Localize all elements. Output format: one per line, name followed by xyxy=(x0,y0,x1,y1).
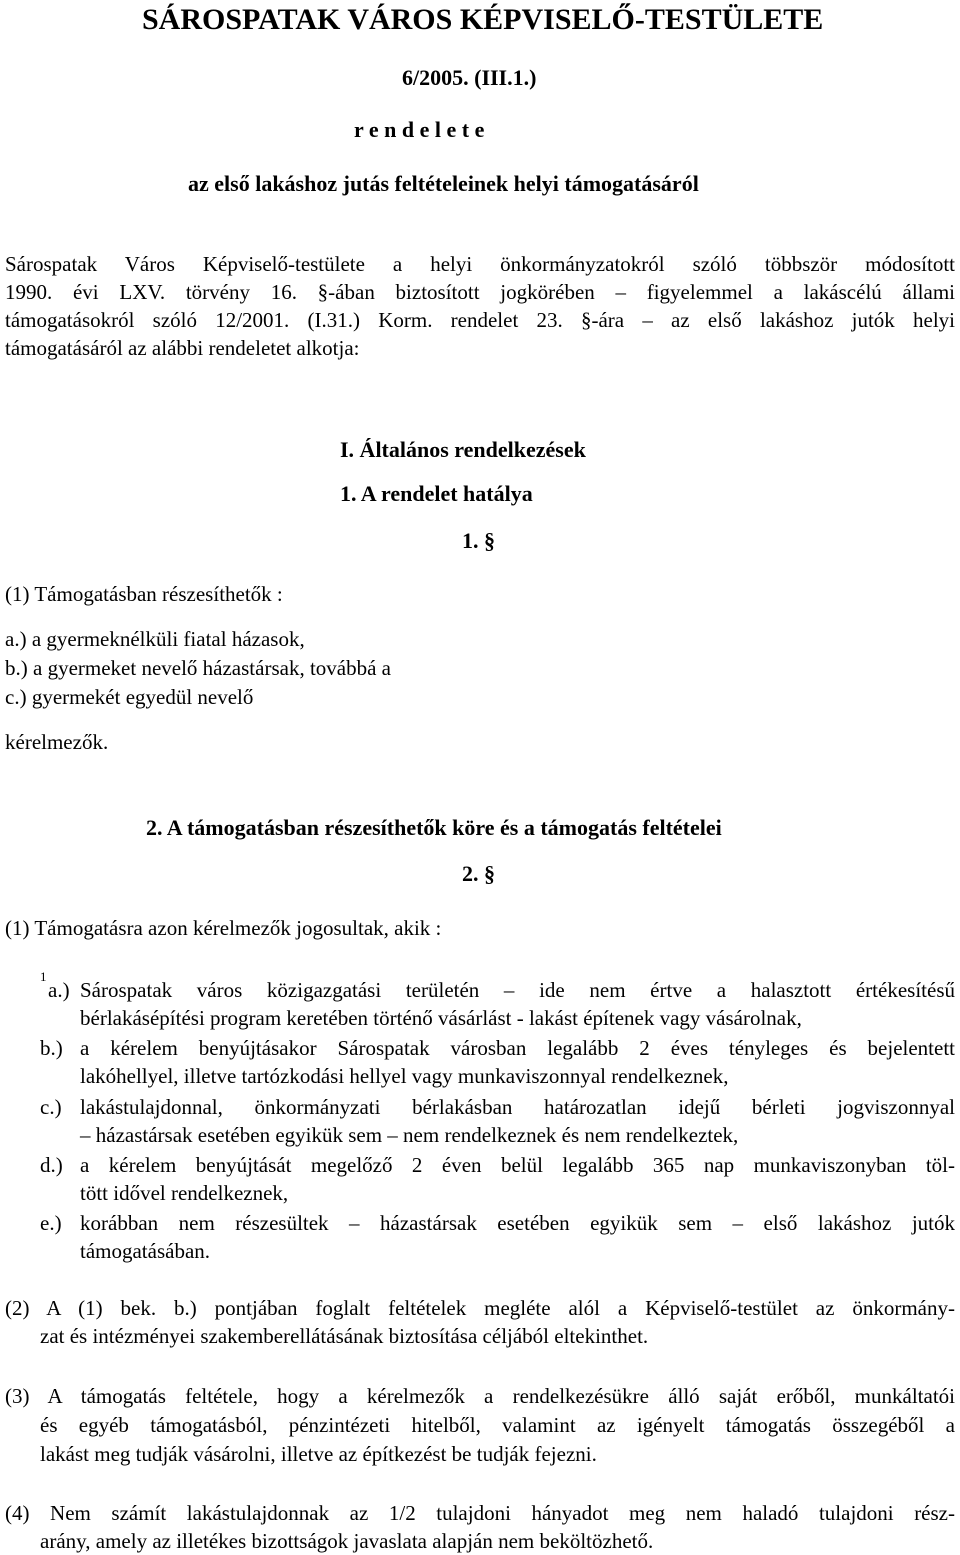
decree-type: r e n d e l e t e xyxy=(354,117,485,142)
paragraph-intro: (1) Támogatásra azon kérelmezők jogosultak, akik : xyxy=(5,916,442,940)
list-item-label: e.) xyxy=(40,1211,62,1235)
list-item-line: támogatásában. xyxy=(80,1239,211,1263)
preamble-line: támogatásáról az alábbi rendeletet alkotja: xyxy=(5,336,360,360)
list-item-line: lakóhellyel, illetve tartózkodási hellyel vagy munkaviszonnyal rendelkeznek, xyxy=(80,1064,729,1088)
list-item: a.) a gyermeknélküli fiatal házasok, xyxy=(5,627,305,651)
paragraph-number: 2. § xyxy=(462,861,495,886)
list-item: b.) a gyermeket nevelő házastársak, továbbá a xyxy=(5,656,391,680)
paragraph-line: (3) A támogatás feltétele, hogy a kérelmezők a rendelkezésükre álló saját erőből, munkáltatói xyxy=(5,1384,955,1408)
paragraph-number: 1. § xyxy=(462,528,495,553)
paragraph-line: (2) A (1) bek. b.) pontjában foglalt feltételek megléte alól a Képviselő-testület az önkormány- xyxy=(5,1296,955,1320)
list-item-line: a kérelem benyújtását megelőző 2 éven belül legalább 365 nap munkaviszonyban töl- xyxy=(80,1153,955,1177)
document-title: SÁROSPATAK VÁROS KÉPVISELŐ-TESTÜLETE xyxy=(142,3,824,36)
preamble-line: Sárospatak Város Képviselő-testülete a helyi önkormányzatokról szóló többször módosított xyxy=(5,252,955,276)
section-title: 2. A támogatásban részesíthetők köre és a támogatás feltételei xyxy=(146,815,722,840)
paragraph-line: (4) Nem számít lakástulajdonnak az 1/2 tulajdoni hányadot meg nem haladó tulajdoni rész- xyxy=(5,1501,955,1525)
list-item-label: c.) xyxy=(40,1095,62,1119)
paragraph-line: és egyéb támogatásból, pénzintézeti hitelből, valamint az igényelt támogatás összegéből a xyxy=(40,1413,955,1437)
list-item-label: d.) xyxy=(40,1153,63,1177)
list-item-label: b.) xyxy=(40,1036,63,1060)
list-item-line: a kérelem benyújtásakor Sárospatak városban legalább 2 éves tényleges és bejelentett xyxy=(80,1036,955,1060)
list-item-line: Sárospatak város közigazgatási területén – ide nem értve a halasztott értékesítésű xyxy=(80,978,955,1002)
list-item-line: korábban nem részesültek – házastársak esetében egyikük sem – első lakáshoz jutók xyxy=(80,1211,955,1235)
paragraph-line: lakást meg tudják vásárolni, illetve az építkezést be tudják fejezni. xyxy=(40,1442,597,1466)
footnote-mark: 1 xyxy=(40,969,47,984)
list-item-label: a.) xyxy=(48,978,70,1002)
list-item-line: bérlakásépítési program keretében történő vásárlást - lakást építenek vagy vásárolnak, xyxy=(80,1006,802,1030)
list-item-line: lakástulajdonnal, önkormányzati bérlakásban határozatlan idejű bérleti jogviszonnyal xyxy=(80,1095,955,1119)
decree-number: 6/2005. (III.1.) xyxy=(402,65,537,90)
list-item-line: – házastársak esetében egyikük sem – nem rendelkeznek és nem rendelkeztek, xyxy=(80,1123,739,1147)
paragraph-intro: (1) Támogatásban részesíthetők : xyxy=(5,582,283,606)
list-closing: kérelmezők. xyxy=(5,730,109,754)
decree-subject: az első lakáshoz jutás feltételeinek helyi támogatásáról xyxy=(188,171,699,196)
chapter-title: I. Általános rendelkezések xyxy=(340,437,586,462)
preamble-line: támogatásokról szóló 12/2001. (I.31.) Korm. rendelet 23. §-ára – az első lakáshoz jutók helyi xyxy=(5,308,955,332)
list-item: c.) gyermekét egyedül nevelő xyxy=(5,685,254,709)
preamble-line: 1990. évi LXV. törvény 16. §-ában biztosított jogkörében – figyelemmel a lakáscélú állami xyxy=(5,280,955,304)
paragraph-line: zat és intézményei szakemberellátásának biztosítása céljából eltekinthet. xyxy=(40,1324,649,1348)
section-title: 1. A rendelet hatálya xyxy=(340,481,533,506)
list-item-line: tött idővel rendelkeznek, xyxy=(80,1181,289,1205)
paragraph-line: arány, amely az illetékes bizottságok javaslata alapján nem beköltözhető. xyxy=(40,1529,654,1553)
